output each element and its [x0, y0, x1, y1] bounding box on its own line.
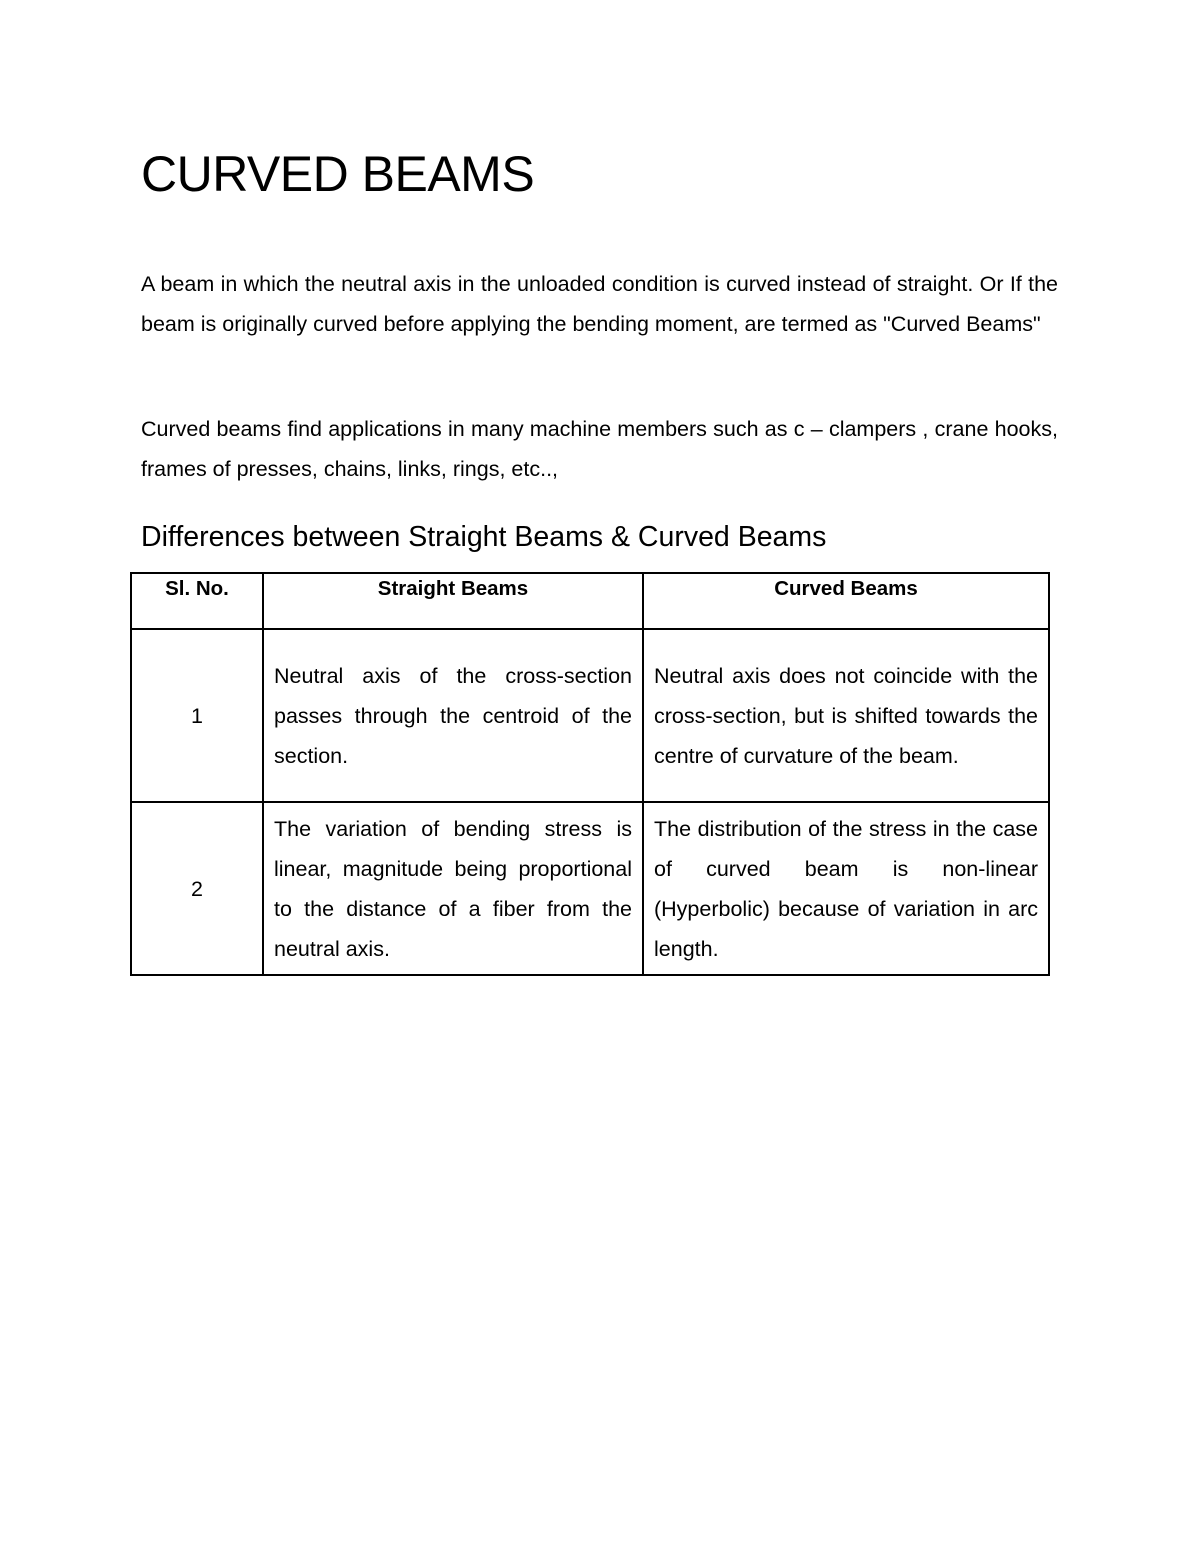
- table-header-row: [131, 573, 1049, 629]
- applications-paragraph: Curved beams find applications in many machine members such as c – clampers , crane hooks, frames of presses, chains, links, rings, etc..,: [141, 417, 1058, 481]
- section-heading: Differences between Straight Beams & Curved Beams: [141, 521, 827, 553]
- header-straight-beams: Straight Beams: [263, 573, 643, 629]
- document-title: CURVED BEAMS: [141, 146, 535, 202]
- row-sl-no: 2: [131, 802, 263, 975]
- row-curved-beam-text: Neutral axis does not coincide with the cross-section, but is shifted towards the centre of curvature of the beam.: [643, 629, 1049, 802]
- row-sl-no: 1: [131, 629, 263, 802]
- table-row: [131, 802, 1049, 975]
- header-sl-no: Sl. No.: [131, 573, 263, 629]
- row-straight-beam-text: Neutral axis of the cross-section passes through the centroid of the section.: [263, 629, 643, 802]
- comparison-table: [130, 572, 1050, 976]
- row-curved-beam-text: The distribution of the stress in the case of curved beam is non-linear (Hyperbolic) because of variation in arc length.: [643, 802, 1049, 975]
- table-row: [131, 629, 1049, 802]
- header-curved-beams: Curved Beams: [643, 573, 1049, 629]
- row-straight-beam-text: The variation of bending stress is linear, magnitude being proportional to the distance of a fiber from the neutral axis.: [263, 802, 643, 975]
- definition-paragraph: A beam in which the neutral axis in the unloaded condition is curved instead of straight. Or If the beam is originally curved before applying the bending moment, are termed as "Curved Beams": [141, 272, 1058, 336]
